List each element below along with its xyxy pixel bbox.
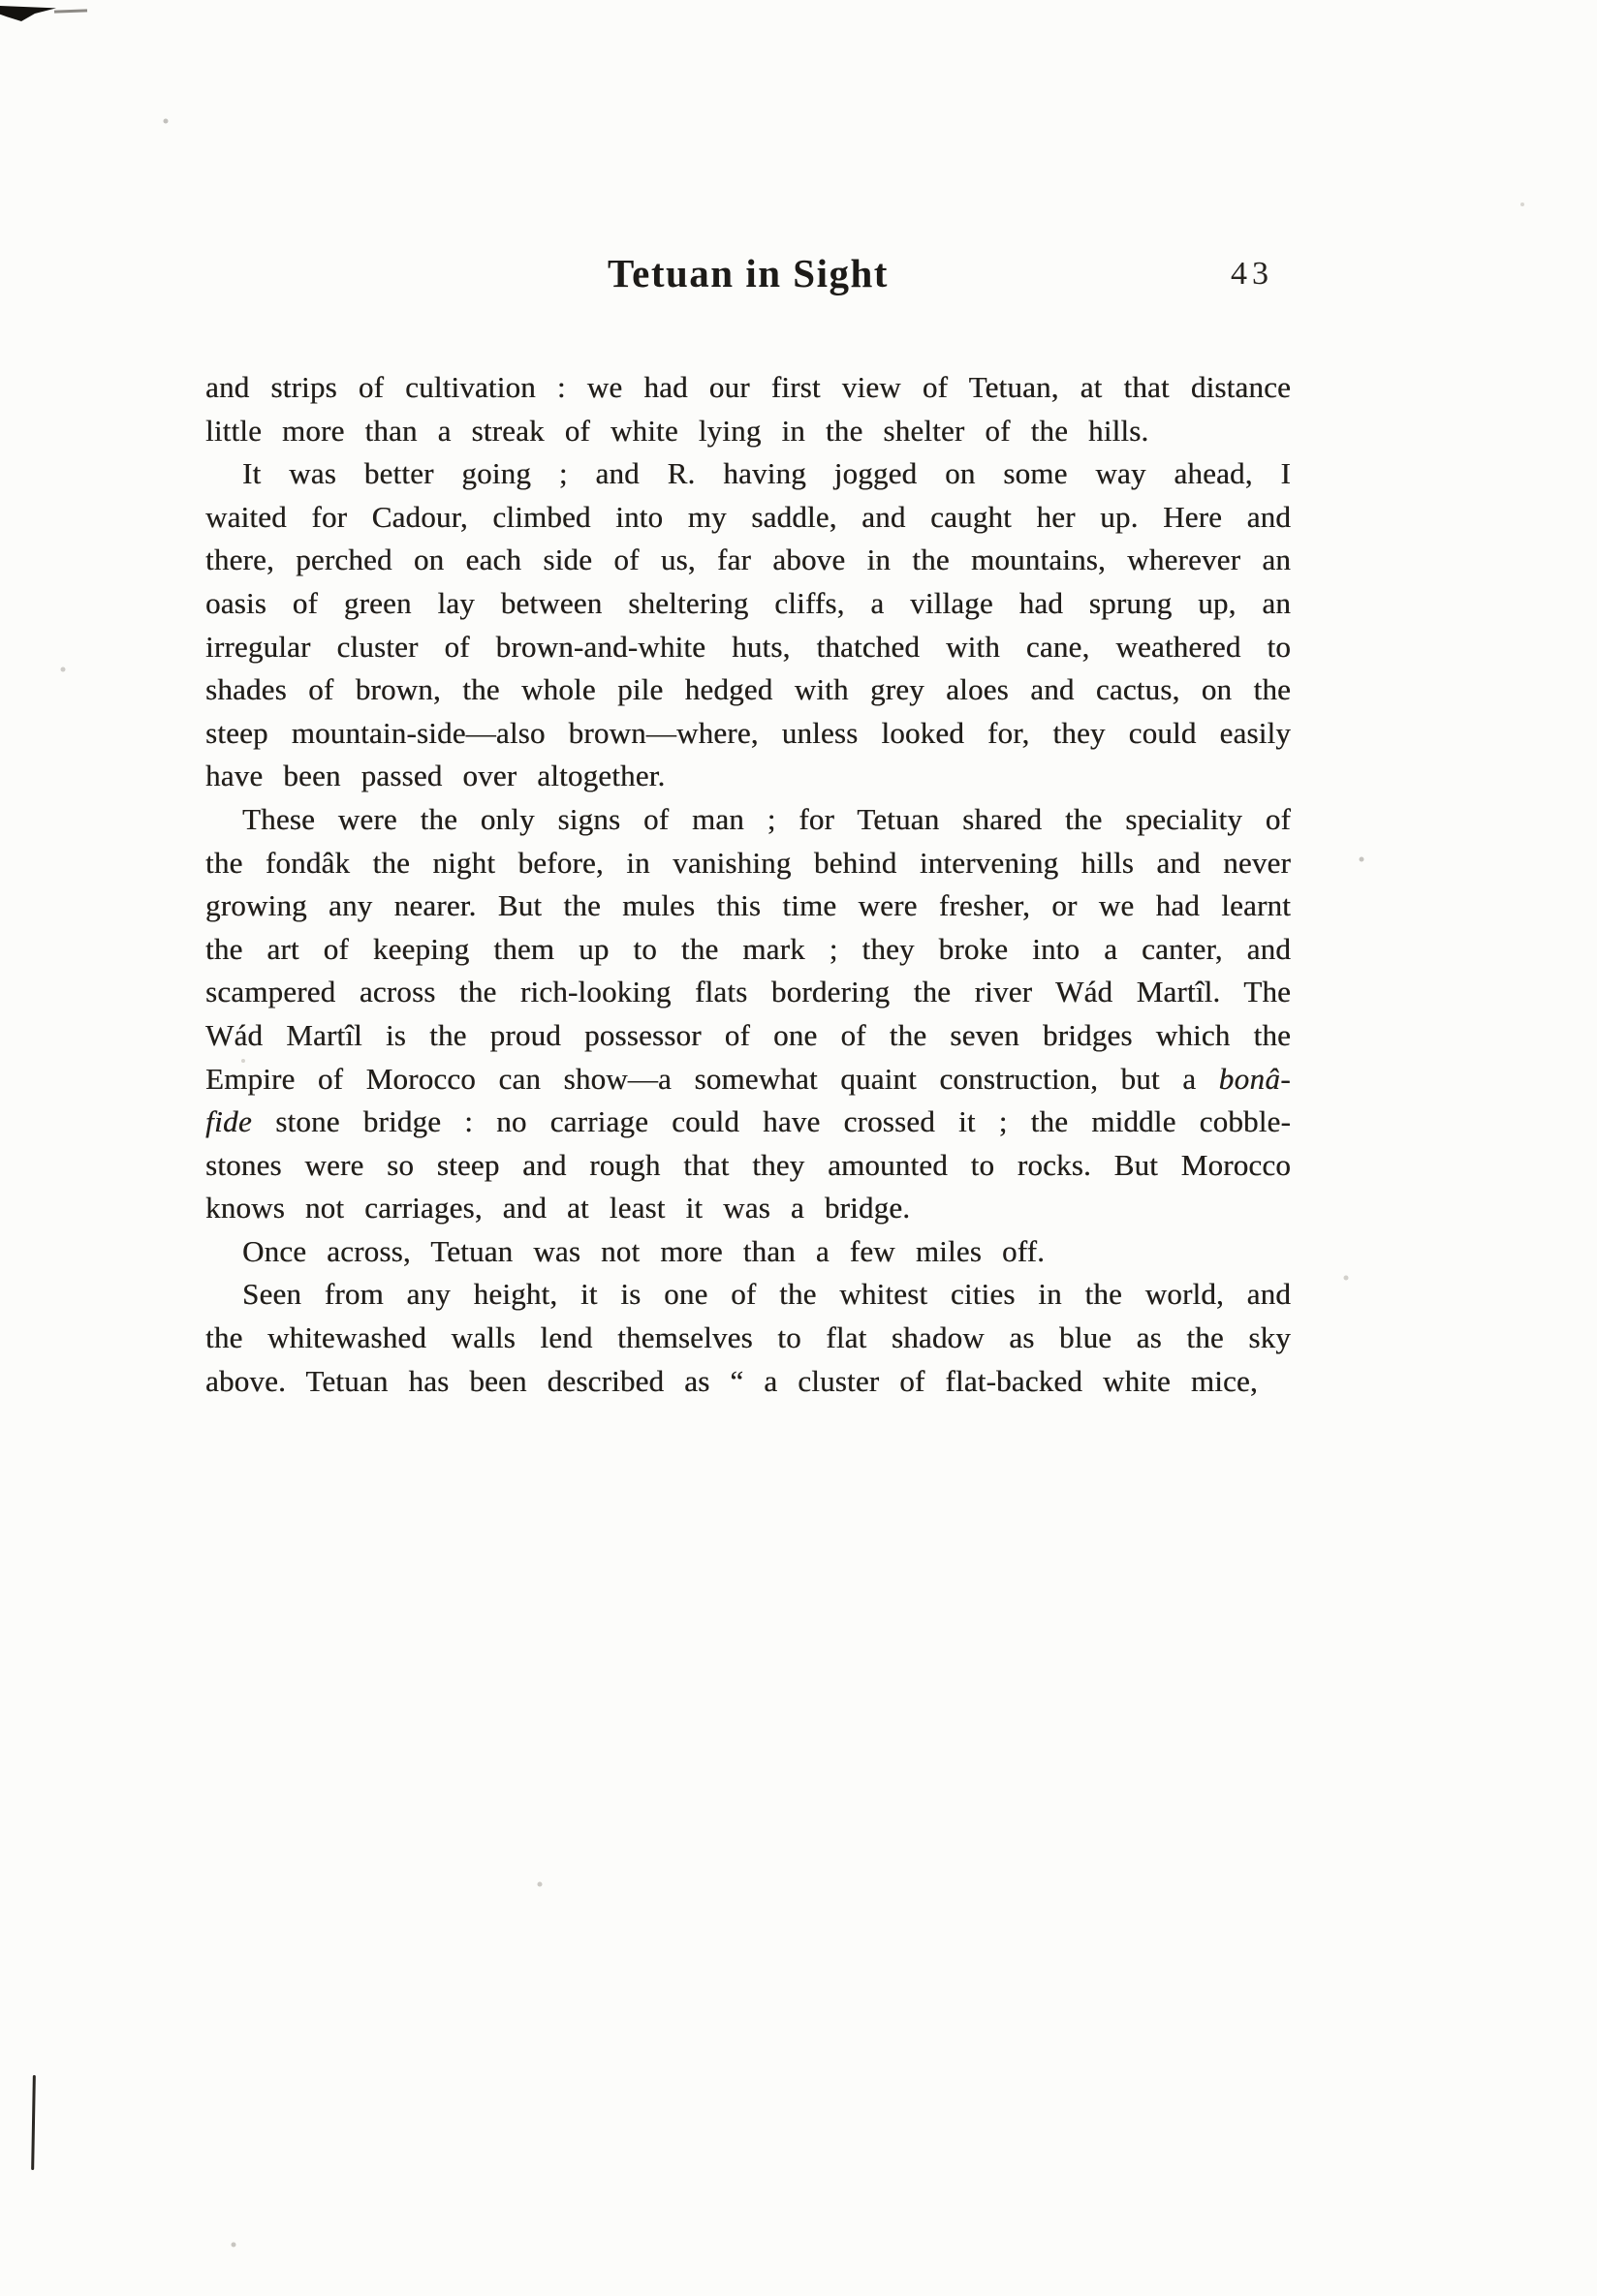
page-title: Tetuan in Sight — [608, 251, 889, 295]
paragraph-segment: stone bridge : no carriage could have crossed it ; the middle cobble-stones were so steep and rough that they amounted to rocks. But Morocco knows not carriages, and at least it was a bridge. — [205, 1104, 1291, 1226]
paragraph — [205, 1273, 1291, 1403]
paragraph — [205, 798, 1291, 1230]
scan-artifact-bottom-left-line — [31, 2075, 36, 2170]
paragraph — [205, 452, 1291, 798]
page-number: 43 — [1231, 256, 1273, 292]
scan-artifact-top-left — [0, 6, 56, 21]
paragraph-segment: It was better going ; and R. having jogged on some way ahead, I waited for Cadour, climbed into my saddle, and caught her up. Here and there, perched on each side of us, far above in the mountains, wherever an oasis of green lay between sheltering cliffs, a village had sprung up, an irregular cluster of brown-and-white huts, thatched with cane, weathered to shades of brown, the whole pile hedged with grey aloes and cactus, on the steep mountain-side—also brown—where, unless looked for, they could easily have been passed over altogether. — [205, 456, 1291, 793]
paragraph-segment: Seen from any height, it is one of the whitest cities in the world, and the whitewashed walls lend themselves to flat shadow as blue as the sky above. Tetuan has been described as “ a cluster of flat-backed white mice, — [205, 1277, 1291, 1398]
paragraph — [205, 1230, 1291, 1274]
scan-artifact-top-dash — [54, 9, 87, 13]
paragraph — [205, 366, 1291, 452]
page-body — [205, 366, 1291, 1403]
paragraph-segment: and strips of cultivation : we had our first view of Tetuan, at that distance little more than a streak of white lying in the shelter of the hills. — [205, 370, 1291, 448]
scan-specks — [0, 0, 2, 2]
page-header — [205, 250, 1291, 318]
paragraph-italic-segment: bonâ-fide — [205, 1061, 1291, 1139]
paragraph-segment: These were the only signs of man ; for Tetuan shared the speciality of the fondâk the night before, in vanishing behind intervening hills and never growing any nearer. But the mules this time were fresher, or we had learnt the art of keeping them up to the mark ; they broke into a canter, and scampered across the rich-looking flats bordering the river Wád Martîl. The Wád Martîl is the proud possessor of one of the seven bridges which the Empire of Morocco can show—a somewhat quaint construction, but a — [205, 801, 1291, 1096]
paragraph-segment: Once across, Tetuan was not more than a few miles off. — [242, 1233, 1046, 1268]
page-content — [205, 250, 1291, 1403]
